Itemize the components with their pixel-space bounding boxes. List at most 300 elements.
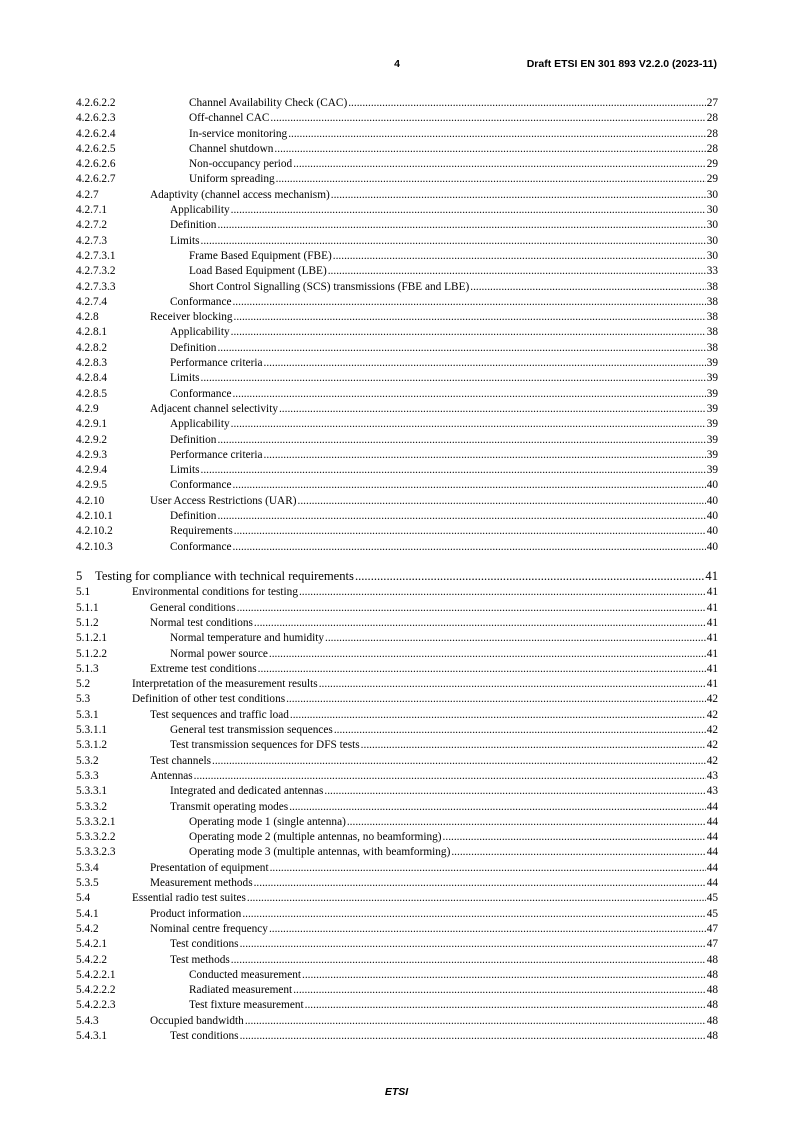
toc-entry[interactable] xyxy=(76,448,718,463)
toc-entry-title: Limits xyxy=(170,234,200,247)
toc-entry-title: Uniform spreading xyxy=(189,173,275,186)
toc-entry[interactable] xyxy=(76,478,718,493)
toc-entry-title: Product information xyxy=(150,907,242,920)
toc-entry-page: 38 xyxy=(706,326,718,339)
toc-entry-page: 28 xyxy=(706,112,718,125)
toc-leader-dots xyxy=(194,769,706,784)
toc-entry-link[interactable] xyxy=(189,998,718,1013)
toc-entry-number: 4.2.7 xyxy=(76,188,99,201)
toc-entry-title: Essential radio test suites xyxy=(132,892,246,905)
toc-entry-number: 4.2.9.4 xyxy=(76,464,108,477)
toc-entry-title: Extreme test conditions xyxy=(150,662,257,675)
toc-entry[interactable] xyxy=(76,616,718,631)
toc-entry-page: 28 xyxy=(706,142,718,155)
toc-leader-dots xyxy=(328,264,706,279)
toc-entry-number: 4.2.7.3.1 xyxy=(76,249,116,262)
toc-entry[interactable] xyxy=(76,769,718,784)
toc-entry-number: 4.2.6.2.3 xyxy=(76,112,116,125)
toc-entry-number: 4.2.10.2 xyxy=(76,525,113,538)
toc-entry-page: 40 xyxy=(706,494,718,507)
toc-entry-page: 39 xyxy=(706,357,718,370)
toc-leader-dots xyxy=(212,754,706,769)
toc-entry-number: 5.3.4 xyxy=(76,861,99,874)
toc-leader-dots xyxy=(276,172,706,187)
toc-entry-title: Normal temperature and humidity xyxy=(170,632,325,645)
toc-entry-link[interactable] xyxy=(189,111,718,126)
toc-leader-dots xyxy=(217,341,705,356)
toc-entry-number: 5.3.3.2.2 xyxy=(76,831,116,844)
toc-entry-page: 38 xyxy=(706,311,718,324)
toc-entry-link[interactable] xyxy=(170,295,718,310)
table-of-contents xyxy=(76,96,718,1044)
toc-entry-page: 48 xyxy=(706,953,718,966)
toc-entry-link[interactable] xyxy=(170,953,718,968)
toc-entry-link[interactable] xyxy=(170,433,718,448)
toc-entry-page: 41 xyxy=(706,632,718,645)
document-title: Draft ETSI EN 301 893 V2.2.0 (2023-11) xyxy=(526,58,717,70)
toc-entry-number: 5.4.2.2.1 xyxy=(76,968,116,981)
toc-entry-link[interactable] xyxy=(150,907,718,922)
toc-entry[interactable] xyxy=(76,417,718,432)
toc-entry-title: Conformance xyxy=(170,295,232,308)
toc-entry[interactable] xyxy=(76,815,718,830)
toc-entry-title: Normal test conditions xyxy=(150,617,253,629)
toc-entry-title: Applicability xyxy=(170,326,230,339)
toc-entry-number: 5.1.2.1 xyxy=(76,632,108,645)
toc-entry-page: 44 xyxy=(706,846,718,859)
toc-entry[interactable] xyxy=(76,463,718,478)
toc-entry[interactable] xyxy=(76,280,718,295)
toc-entry-page: 30 xyxy=(706,204,718,217)
toc-entry[interactable] xyxy=(76,647,718,662)
toc-entry[interactable] xyxy=(76,861,718,876)
toc-leader-dots xyxy=(305,998,706,1013)
toc-leader-dots xyxy=(319,677,706,692)
toc-leader-dots xyxy=(334,723,706,738)
toc-entry-number: 5.3.3 xyxy=(76,769,99,782)
toc-entry-link[interactable] xyxy=(170,1029,718,1044)
toc-entry[interactable] xyxy=(76,509,718,524)
toc-entry-number: 5.4.2.2.2 xyxy=(76,984,116,997)
toc-entry-link[interactable] xyxy=(189,264,718,279)
toc-entry-page: 41 xyxy=(706,586,718,599)
toc-entry-title: Test conditions xyxy=(170,1030,239,1043)
toc-entry-link[interactable] xyxy=(150,708,718,723)
toc-leader-dots xyxy=(325,631,706,646)
toc-entry[interactable] xyxy=(76,494,718,509)
toc-entry-link[interactable] xyxy=(189,157,718,172)
toc-entry-link[interactable] xyxy=(189,280,718,295)
toc-entry[interactable] xyxy=(76,356,718,371)
toc-leader-dots xyxy=(231,203,706,218)
toc-entry-link[interactable] xyxy=(132,891,718,906)
toc-entry[interactable] xyxy=(76,96,718,111)
toc-entry-link[interactable] xyxy=(150,1014,718,1029)
toc-entry-link[interactable] xyxy=(132,692,718,707)
toc-entry[interactable] xyxy=(76,157,718,172)
toc-entry-title: Presentation of equipment xyxy=(150,861,269,874)
toc-entry[interactable] xyxy=(76,937,718,952)
toc-entry-link[interactable] xyxy=(150,861,718,876)
toc-entry-title: Operating mode 1 (single antenna) xyxy=(189,815,346,828)
toc-entry-number: 5.3 xyxy=(76,693,91,706)
toc-entry-link[interactable] xyxy=(132,585,718,600)
toc-entry-link[interactable] xyxy=(189,815,718,830)
toc-leader-dots xyxy=(254,876,706,891)
toc-leader-dots xyxy=(324,784,705,799)
toc-entry-title: Nominal centre frequency xyxy=(150,922,268,935)
toc-leader-dots xyxy=(234,524,706,539)
toc-entry-link[interactable] xyxy=(170,234,718,249)
toc-leader-dots xyxy=(269,922,706,937)
toc-entry-number: 5.1.2 xyxy=(76,617,99,629)
toc-entry-title: Normal power source xyxy=(170,647,268,660)
toc-entry-page: 48 xyxy=(706,968,718,981)
toc-entry-page: 33 xyxy=(706,265,718,278)
toc-leader-dots xyxy=(217,433,705,448)
toc-leader-dots xyxy=(264,356,706,371)
toc-entry[interactable] xyxy=(76,203,718,218)
toc-entry-page: 48 xyxy=(706,1014,718,1027)
toc-entry[interactable] xyxy=(76,601,718,616)
toc-entry-number: 4.2.8.2 xyxy=(76,341,108,354)
toc-entry-title: Test conditions xyxy=(170,938,239,951)
toc-entry-page: 41 xyxy=(705,568,718,583)
toc-entry-link[interactable] xyxy=(170,387,718,402)
toc-entry-link[interactable] xyxy=(150,601,718,616)
toc-entry-link[interactable] xyxy=(170,631,718,646)
toc-entry[interactable] xyxy=(76,188,718,203)
toc-entry-number: 4.2.7.1 xyxy=(76,204,108,217)
toc-entry-link[interactable] xyxy=(150,310,718,325)
toc-entry-page: 38 xyxy=(706,295,718,308)
toc-entry-link[interactable] xyxy=(189,845,718,860)
toc-entry-page: 40 xyxy=(706,525,718,538)
toc-entry-title: Applicability xyxy=(170,418,230,431)
toc-entry[interactable] xyxy=(76,325,718,340)
toc-entry-page: 29 xyxy=(706,173,718,186)
toc-entry-title: Adjacent channel selectivity xyxy=(150,402,278,415)
toc-entry-page: 41 xyxy=(706,617,718,629)
toc-entry-title: Applicability xyxy=(170,204,230,217)
toc-entry-number: 4.2.10.3 xyxy=(76,540,113,553)
toc-entry-title: Definition xyxy=(170,433,217,446)
toc-entry-title: Conformance xyxy=(170,479,232,492)
toc-entry-link[interactable] xyxy=(150,402,718,417)
toc-entry[interactable] xyxy=(76,433,718,448)
toc-entry-title: Frame Based Equipment (FBE) xyxy=(189,249,332,262)
toc-entry-page: 39 xyxy=(706,402,718,415)
toc-leader-dots xyxy=(293,157,706,172)
toc-entry-number: 5.4.2.2 xyxy=(76,953,108,966)
toc-entry-title: Conformance xyxy=(170,540,232,553)
toc-entry-link[interactable] xyxy=(150,876,718,891)
toc-entry-number: 4.2.10 xyxy=(76,494,105,507)
toc-entry-link[interactable] xyxy=(170,371,718,386)
toc-entry-page: 30 xyxy=(706,219,718,232)
toc-entry-number: 5.1.1 xyxy=(76,601,99,614)
toc-leader-dots xyxy=(242,907,705,922)
toc-leader-dots xyxy=(201,463,706,478)
toc-entry[interactable] xyxy=(76,540,718,555)
toc-entry-link[interactable] xyxy=(170,356,718,371)
toc-entry-title: Interpretation of the measurement results xyxy=(132,678,318,691)
toc-entry-page: 45 xyxy=(706,907,718,920)
toc-entry-number: 5.1.3 xyxy=(76,662,99,675)
toc-entry[interactable] xyxy=(76,754,718,769)
toc-entry-link[interactable] xyxy=(170,478,718,493)
toc-entry-number: 5.4 xyxy=(76,892,91,905)
toc-entry-title: Performance criteria xyxy=(170,357,263,370)
toc-entry-page: 41 xyxy=(706,601,718,614)
toc-entry-link[interactable] xyxy=(170,524,718,539)
toc-leader-dots xyxy=(234,310,706,325)
toc-entry-link[interactable] xyxy=(150,494,718,509)
toc-entry-title: Requirements xyxy=(170,525,233,538)
toc-entry[interactable] xyxy=(76,983,718,998)
toc-entry-page: 44 xyxy=(706,815,718,828)
toc-entry-page: 40 xyxy=(706,510,718,523)
toc-entry[interactable] xyxy=(76,891,718,906)
toc-entry-number: 4.2.10.1 xyxy=(76,510,113,523)
toc-entry[interactable] xyxy=(76,953,718,968)
toc-entry-link[interactable] xyxy=(170,738,718,753)
toc-entry[interactable] xyxy=(76,876,718,891)
toc-entry-number: 4.2.7.3.3 xyxy=(76,280,116,293)
toc-entry[interactable] xyxy=(76,264,718,279)
toc-entry[interactable] xyxy=(76,677,718,692)
toc-entry[interactable] xyxy=(76,127,718,142)
toc-entry-link[interactable] xyxy=(170,341,718,356)
toc-entry-number: 4.2.8.1 xyxy=(76,326,108,339)
toc-entry[interactable] xyxy=(76,524,718,539)
toc-entry-number: 5.3.3.2.1 xyxy=(76,815,116,828)
toc-entry-number: 5.4.2.1 xyxy=(76,938,108,951)
toc-entry-page: 42 xyxy=(706,739,718,752)
toc-entry-link[interactable] xyxy=(150,769,718,784)
toc-entry-link[interactable] xyxy=(170,325,718,340)
toc-entry-page: 40 xyxy=(706,479,718,492)
toc-entry-number: 5.1.2.2 xyxy=(76,647,108,660)
toc-entry-page: 47 xyxy=(706,938,718,951)
toc-entry-title: Test sequences and traffic load xyxy=(150,708,289,721)
toc-entry-page: 39 xyxy=(706,433,718,446)
toc-entry[interactable] xyxy=(76,662,718,677)
toc-entry-link[interactable] xyxy=(189,983,718,998)
toc-entry-number: 5.1 xyxy=(76,586,91,599)
toc-entry-number: 5.3.1.1 xyxy=(76,724,108,737)
toc-entry-number: 5.3.3.2.3 xyxy=(76,846,116,859)
toc-leader-dots xyxy=(254,616,706,631)
toc-entry-number: 4.2.7.4 xyxy=(76,295,108,308)
toc-entry[interactable] xyxy=(76,845,718,860)
toc-entry-number: 5.4.1 xyxy=(76,907,99,920)
toc-leader-dots xyxy=(247,891,706,906)
toc-entry-title: Off-channel CAC xyxy=(189,112,270,125)
toc-leader-dots xyxy=(299,585,706,600)
toc-entry[interactable] xyxy=(76,907,718,922)
toc-leader-dots xyxy=(286,692,706,707)
toc-entry-title: Channel shutdown xyxy=(189,142,274,155)
toc-entry-link[interactable] xyxy=(150,922,718,937)
toc-entry-page: 38 xyxy=(706,280,718,293)
toc-leader-dots xyxy=(231,953,706,968)
toc-entry-number: 4.2.9.2 xyxy=(76,433,108,446)
toc-entry-link[interactable] xyxy=(95,568,718,586)
toc-entry-page: 39 xyxy=(706,387,718,400)
toc-entry[interactable] xyxy=(76,585,718,600)
toc-entry-title: Environmental conditions for testing xyxy=(132,586,298,599)
toc-leader-dots xyxy=(361,738,706,753)
toc-leader-dots xyxy=(289,800,706,815)
toc-entry-page: 42 xyxy=(706,724,718,737)
toc-entry[interactable] xyxy=(76,723,718,738)
toc-entry-link[interactable] xyxy=(170,540,718,555)
toc-leader-dots xyxy=(269,647,706,662)
toc-leader-dots xyxy=(290,708,706,723)
toc-leader-dots xyxy=(355,568,704,586)
toc-entry-title: Performance criteria xyxy=(170,448,263,461)
toc-entry[interactable] xyxy=(76,998,718,1013)
toc-entry-page: 30 xyxy=(706,249,718,262)
toc-entry-title: Conducted measurement xyxy=(189,968,301,981)
toc-entry[interactable] xyxy=(76,968,718,983)
toc-entry-title: Adaptivity (channel access mechanism) xyxy=(150,188,330,201)
toc-entry-link[interactable] xyxy=(189,96,718,111)
toc-leader-dots xyxy=(347,815,706,830)
toc-entry-number: 5.3.1 xyxy=(76,708,99,721)
toc-entry-link[interactable] xyxy=(170,723,718,738)
toc-entry[interactable] xyxy=(76,784,718,799)
toc-entry[interactable] xyxy=(76,1029,718,1044)
toc-entry[interactable] xyxy=(76,295,718,310)
toc-entry-title: General test transmission sequences xyxy=(170,724,333,737)
toc-leader-dots xyxy=(232,478,705,493)
toc-entry[interactable] xyxy=(76,708,718,723)
toc-leader-dots xyxy=(274,142,705,157)
toc-entry[interactable] xyxy=(76,568,718,586)
toc-entry-link[interactable] xyxy=(170,509,718,524)
toc-entry[interactable] xyxy=(76,249,718,264)
toc-entry-page: 43 xyxy=(706,785,718,798)
toc-entry-page: 48 xyxy=(706,999,718,1012)
toc-entry-number: 4.2.9.3 xyxy=(76,448,108,461)
toc-entry[interactable] xyxy=(76,142,718,157)
toc-entry-page: 40 xyxy=(706,540,718,553)
toc-entry-number: 5.4.3.1 xyxy=(76,1030,108,1043)
toc-entry-number: 5.3.5 xyxy=(76,877,99,890)
toc-entry-title: Test methods xyxy=(170,953,230,966)
toc-entry-link[interactable] xyxy=(150,754,718,769)
toc-leader-dots xyxy=(293,983,706,998)
toc-entry-title: User Access Restrictions (UAR) xyxy=(150,494,297,507)
toc-entry[interactable] xyxy=(76,800,718,815)
toc-entry[interactable] xyxy=(76,310,718,325)
toc-entry-title: Load Based Equipment (LBE) xyxy=(189,265,327,278)
toc-entry[interactable] xyxy=(76,1014,718,1029)
toc-leader-dots xyxy=(232,540,705,555)
toc-entry[interactable] xyxy=(76,922,718,937)
toc-entry-link[interactable] xyxy=(170,647,718,662)
toc-entry-number: 4.2.7.3.2 xyxy=(76,265,116,278)
toc-entry[interactable] xyxy=(76,218,718,233)
toc-entry-link[interactable] xyxy=(170,203,718,218)
toc-entry-number: 5.3.1.2 xyxy=(76,739,108,752)
toc-entry[interactable] xyxy=(76,111,718,126)
toc-entry-page: 30 xyxy=(706,234,718,247)
toc-leader-dots xyxy=(237,601,706,616)
toc-entry-link[interactable] xyxy=(189,142,718,157)
toc-entry[interactable] xyxy=(76,738,718,753)
toc-entry[interactable] xyxy=(76,341,718,356)
toc-entry-link[interactable] xyxy=(170,937,718,952)
toc-entry-link[interactable] xyxy=(189,830,718,845)
toc-entry[interactable] xyxy=(76,371,718,386)
toc-entry-page: 42 xyxy=(706,693,718,706)
toc-entry-link[interactable] xyxy=(132,677,718,692)
toc-entry-link[interactable] xyxy=(170,784,718,799)
toc-entry-page: 38 xyxy=(706,341,718,354)
toc-entry-link[interactable] xyxy=(189,172,718,187)
toc-leader-dots xyxy=(270,861,706,876)
toc-leader-dots xyxy=(451,845,705,860)
toc-entry-link[interactable] xyxy=(189,249,718,264)
toc-leader-dots xyxy=(264,448,706,463)
toc-entry-link[interactable] xyxy=(189,127,718,142)
toc-entry[interactable] xyxy=(76,830,718,845)
toc-entry-link[interactable] xyxy=(170,417,718,432)
toc-entry-link[interactable] xyxy=(170,218,718,233)
toc-leader-dots xyxy=(217,218,705,233)
toc-entry-link[interactable] xyxy=(150,662,718,677)
toc-entry-number: 4.2.6.2.5 xyxy=(76,142,116,155)
toc-entry-title: Integrated and dedicated antennas xyxy=(170,785,324,798)
toc-entry-number: 5.4.2 xyxy=(76,922,99,935)
toc-entry-number: 4.2.9.1 xyxy=(76,418,108,431)
toc-entry-link[interactable] xyxy=(170,463,718,478)
toc-leader-dots xyxy=(201,234,706,249)
toc-entry-page: 45 xyxy=(706,892,718,905)
toc-entry-page: 27 xyxy=(706,97,718,109)
toc-entry[interactable] xyxy=(76,402,718,417)
toc-entry[interactable] xyxy=(76,631,718,646)
toc-entry-title: Conformance xyxy=(170,387,232,400)
toc-entry[interactable] xyxy=(76,692,718,707)
toc-entry-page: 39 xyxy=(706,464,718,477)
toc-entry[interactable] xyxy=(76,387,718,402)
toc-entry-link[interactable] xyxy=(150,616,718,631)
toc-entry-page: 42 xyxy=(706,708,718,721)
toc-entry-link[interactable] xyxy=(150,188,718,203)
toc-entry-title: In-service monitoring xyxy=(189,127,288,140)
toc-entry-link[interactable] xyxy=(170,448,718,463)
toc-entry-page: 39 xyxy=(706,448,718,461)
toc-entry-title: Test channels xyxy=(150,754,212,767)
toc-entry-title: Antennas xyxy=(150,769,193,782)
toc-entry-link[interactable] xyxy=(170,800,718,815)
toc-entry-title: Non-occupancy period xyxy=(189,158,293,171)
toc-entry-title: Radiated measurement xyxy=(189,984,293,997)
toc-entry[interactable] xyxy=(76,234,718,249)
toc-entry[interactable] xyxy=(76,172,718,187)
toc-entry-page: 43 xyxy=(706,769,718,782)
toc-entry-link[interactable] xyxy=(189,968,718,983)
toc-entry-page: 30 xyxy=(706,188,718,201)
toc-entry-number: 5.3.3.1 xyxy=(76,785,108,798)
toc-entry-title: Measurement methods xyxy=(150,877,253,890)
toc-entry-page: 44 xyxy=(706,877,718,890)
toc-entry-page: 47 xyxy=(706,922,718,935)
